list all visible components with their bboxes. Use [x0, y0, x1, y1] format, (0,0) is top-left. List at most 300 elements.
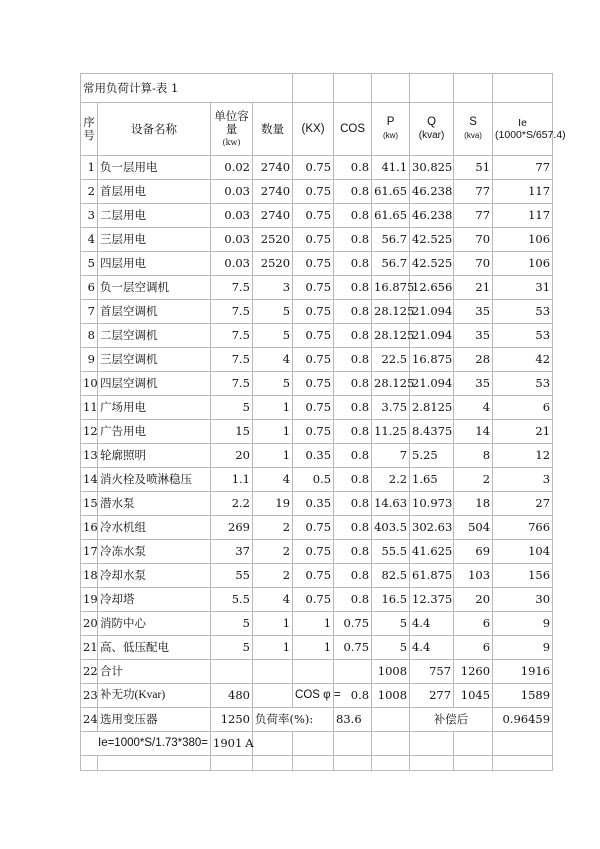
table-row — [81, 300, 553, 324]
row-ie: 53 — [493, 372, 553, 396]
header-row — [81, 103, 553, 156]
formula-number: 1901 — [213, 736, 243, 750]
row-kx: 0.75 — [293, 180, 334, 204]
row-kx: 0.35 — [293, 444, 334, 468]
row-unit-cap: 55 — [211, 564, 253, 588]
row-qty: 4 — [253, 468, 293, 492]
row-s: 2 — [454, 468, 493, 492]
formula-unit: A — [245, 736, 254, 750]
total-label: 合计 — [98, 660, 211, 684]
row-ie: 9 — [493, 636, 553, 660]
row-name: 首层用电 — [98, 180, 211, 204]
row-ie: 53 — [493, 300, 553, 324]
empty-cell — [253, 732, 293, 756]
row-cos: 0.8 — [334, 468, 372, 492]
row-p: 28.125 — [372, 300, 410, 324]
row-kx: 0.75 — [293, 396, 334, 420]
table-row — [81, 252, 553, 276]
header-kx: (KX) — [293, 103, 334, 156]
empty-cell — [493, 732, 553, 756]
row-p: 61.65 — [372, 180, 410, 204]
row-qty: 1 — [253, 396, 293, 420]
row-cos: 0.8 — [334, 252, 372, 276]
row-no: 20 — [81, 612, 98, 636]
table-row — [81, 228, 553, 252]
header-ie: Ie (1000*S/657.4) — [493, 103, 553, 156]
table-row — [81, 276, 553, 300]
row-s: 69 — [454, 540, 493, 564]
row-ie: 9 — [493, 612, 553, 636]
table-row — [81, 540, 553, 564]
row-kx: 0.75 — [293, 588, 334, 612]
row-cos: 0.8 — [334, 444, 372, 468]
row-name: 四层用电 — [98, 252, 211, 276]
row-unit-cap: 20 — [211, 444, 253, 468]
row-no: 19 — [81, 588, 98, 612]
row-name: 首层空调机 — [98, 300, 211, 324]
row-kx: 1 — [293, 612, 334, 636]
table-row — [81, 420, 553, 444]
row-s: 77 — [454, 180, 493, 204]
table-row — [81, 204, 553, 228]
empty-cell — [454, 732, 493, 756]
row-cos: 0.75 — [334, 636, 372, 660]
row-name: 冷却水泵 — [98, 564, 211, 588]
row-no: 2 — [81, 180, 98, 204]
header-p: P (kw) — [372, 103, 410, 156]
row-unit-cap: 0.03 — [211, 180, 253, 204]
row-s: 18 — [454, 492, 493, 516]
row-unit-cap: 7.5 — [211, 348, 253, 372]
row-name: 轮廓照明 — [98, 444, 211, 468]
row-no: 14 — [81, 468, 98, 492]
table-row — [81, 588, 553, 612]
row-name: 负一层空调机 — [98, 276, 211, 300]
comp-value: 480 — [211, 684, 253, 708]
comp-p: 1008 — [372, 684, 410, 708]
row-unit-cap: 5 — [211, 396, 253, 420]
row-kx: 0.35 — [293, 492, 334, 516]
row-ie: 106 — [493, 228, 553, 252]
row-cos: 0.8 — [334, 348, 372, 372]
comp-cos-label: COS φ = — [293, 684, 334, 708]
row-q: 4.4 — [410, 612, 454, 636]
row-cos: 0.8 — [334, 276, 372, 300]
header-q: Q (kvar) — [410, 103, 454, 156]
row-qty: 19 — [253, 492, 293, 516]
row-p: 41.1 — [372, 156, 410, 180]
row-name: 广场用电 — [98, 396, 211, 420]
row-s: 20 — [454, 588, 493, 612]
row-qty: 1 — [253, 420, 293, 444]
row-unit-cap: 0.02 — [211, 156, 253, 180]
total-p: 1008 — [372, 660, 410, 684]
after-label: 补偿后 — [410, 708, 493, 732]
row-cos: 0.8 — [334, 492, 372, 516]
row-ie: 12 — [493, 444, 553, 468]
row-ie: 21 — [493, 420, 553, 444]
row-q: 8.4375 — [410, 420, 454, 444]
transformer-row — [81, 708, 553, 732]
row-p: 82.5 — [372, 564, 410, 588]
row-unit-cap: 269 — [211, 516, 253, 540]
total-ie: 1916 — [493, 660, 553, 684]
table-row — [81, 468, 553, 492]
empty-cell — [410, 756, 454, 771]
row-name: 广告用电 — [98, 420, 211, 444]
row-p: 403.5 — [372, 516, 410, 540]
row-s: 35 — [454, 372, 493, 396]
comp-q: 277 — [410, 684, 454, 708]
trans-value: 1250 — [211, 708, 253, 732]
row-name: 消防中心 — [98, 612, 211, 636]
row-qty: 2740 — [253, 156, 293, 180]
row-cos: 0.8 — [334, 540, 372, 564]
total-row — [81, 660, 553, 684]
row-p: 5 — [372, 612, 410, 636]
row-name: 负一层用电 — [98, 156, 211, 180]
row-kx: 0.75 — [293, 204, 334, 228]
row-ie: 42 — [493, 348, 553, 372]
row-unit-cap: 1.1 — [211, 468, 253, 492]
row-q: 21.094 — [410, 300, 454, 324]
empty-cell — [372, 708, 410, 732]
row-kx: 0.75 — [293, 420, 334, 444]
row-unit-cap: 5.5 — [211, 588, 253, 612]
row-name: 冷水机组 — [98, 516, 211, 540]
row-q: 12.656 — [410, 276, 454, 300]
row-no: 11 — [81, 396, 98, 420]
row-ie: 30 — [493, 588, 553, 612]
row-q: 41.625 — [410, 540, 454, 564]
row-cos: 0.8 — [334, 420, 372, 444]
load-rate-value: 83.6 — [334, 708, 372, 732]
row-qty: 2 — [253, 516, 293, 540]
table-row — [81, 348, 553, 372]
row-ie: 27 — [493, 492, 553, 516]
row-qty: 2740 — [253, 180, 293, 204]
empty-cell — [372, 732, 410, 756]
row-name: 三层用电 — [98, 228, 211, 252]
row-p: 22.5 — [372, 348, 410, 372]
row-name: 二层用电 — [98, 204, 211, 228]
row-no: 7 — [81, 300, 98, 324]
row-kx: 0.75 — [293, 516, 334, 540]
row-kx: 0.75 — [293, 540, 334, 564]
row-q: 30.825 — [410, 156, 454, 180]
row-kx: 0.5 — [293, 468, 334, 492]
header-unit-cap: 单位容量 (kw) — [211, 103, 253, 156]
row-p: 2.2 — [372, 468, 410, 492]
row-no: 21 — [81, 636, 98, 660]
empty-cell — [372, 756, 410, 771]
total-s: 1260 — [454, 660, 493, 684]
empty-cell — [454, 756, 493, 771]
row-p: 56.7 — [372, 252, 410, 276]
header-unit-cap-unit: (kw) — [222, 137, 241, 147]
header-no: 序号 — [81, 103, 98, 156]
row-name: 四层空调机 — [98, 372, 211, 396]
empty-cell — [98, 756, 211, 771]
row-unit-cap: 7.5 — [211, 324, 253, 348]
row-no: 9 — [81, 348, 98, 372]
empty-cell — [293, 756, 334, 771]
empty-cell — [253, 756, 293, 771]
row-q: 61.875 — [410, 564, 454, 588]
row-no: 13 — [81, 444, 98, 468]
row-p: 5 — [372, 636, 410, 660]
row-s: 6 — [454, 612, 493, 636]
table-row — [81, 492, 553, 516]
table-row — [81, 636, 553, 660]
table-row — [81, 156, 553, 180]
row-cos: 0.8 — [334, 396, 372, 420]
row-p: 61.65 — [372, 204, 410, 228]
row-ie: 31 — [493, 276, 553, 300]
row-s: 8 — [454, 444, 493, 468]
row-name: 高、低压配电 — [98, 636, 211, 660]
total-q: 757 — [410, 660, 454, 684]
row-ie: 117 — [493, 204, 553, 228]
empty-row — [81, 756, 553, 771]
row-name: 冷冻水泵 — [98, 540, 211, 564]
row-kx: 0.75 — [293, 564, 334, 588]
row-s: 51 — [454, 156, 493, 180]
empty-cell — [81, 756, 98, 771]
row-cos: 0.8 — [334, 204, 372, 228]
row-s: 504 — [454, 516, 493, 540]
empty-cell — [211, 756, 253, 771]
row-p: 28.125 — [372, 324, 410, 348]
row-ie: 77 — [493, 156, 553, 180]
row-unit-cap: 37 — [211, 540, 253, 564]
row-q: 42.525 — [410, 252, 454, 276]
empty-cell — [493, 756, 553, 771]
empty-cell — [293, 660, 334, 684]
row-unit-cap: 0.03 — [211, 204, 253, 228]
row-q: 21.094 — [410, 324, 454, 348]
row-qty: 1 — [253, 636, 293, 660]
empty-cell — [293, 732, 334, 756]
row-kx: 0.75 — [293, 228, 334, 252]
empty-cell — [410, 732, 454, 756]
row-qty: 2520 — [253, 252, 293, 276]
row-no: 17 — [81, 540, 98, 564]
row-p: 3.75 — [372, 396, 410, 420]
row-q: 21.094 — [410, 372, 454, 396]
comp-s: 1045 — [454, 684, 493, 708]
row-unit-cap: 2.2 — [211, 492, 253, 516]
row-ie: 6 — [493, 396, 553, 420]
header-qty: 数量 — [253, 103, 293, 156]
row-no: 18 — [81, 564, 98, 588]
row-p: 56.7 — [372, 228, 410, 252]
row-unit-cap: 5 — [211, 612, 253, 636]
row-name: 三层空调机 — [98, 348, 211, 372]
empty-cell — [253, 684, 293, 708]
row-q: 46.238 — [410, 204, 454, 228]
row-qty: 3 — [253, 276, 293, 300]
compensation-row — [81, 684, 553, 708]
row-q: 2.8125 — [410, 396, 454, 420]
row-q: 12.375 — [410, 588, 454, 612]
row-kx: 0.75 — [293, 324, 334, 348]
table-title: 常用负荷计算-表 1 — [81, 74, 293, 103]
header-s: S (kva) — [454, 103, 493, 156]
row-q: 1.65 — [410, 468, 454, 492]
row-no: 5 — [81, 252, 98, 276]
row-qty: 5 — [253, 372, 293, 396]
row-q: 10.973 — [410, 492, 454, 516]
row-qty: 2 — [253, 564, 293, 588]
row-unit-cap: 5 — [211, 636, 253, 660]
row-s: 77 — [454, 204, 493, 228]
row-cos: 0.8 — [334, 180, 372, 204]
header-cos: COS — [334, 103, 372, 156]
row-unit-cap: 0.03 — [211, 252, 253, 276]
row-unit-cap: 7.5 — [211, 300, 253, 324]
row-no: 6 — [81, 276, 98, 300]
load-rate-label: 负荷率(%): — [253, 708, 334, 732]
empty-cell — [211, 660, 253, 684]
row-s: 70 — [454, 228, 493, 252]
row-ie: 106 — [493, 252, 553, 276]
row-q: 5.25 — [410, 444, 454, 468]
row-kx: 0.75 — [293, 372, 334, 396]
row-s: 103 — [454, 564, 493, 588]
row-cos: 0.8 — [334, 588, 372, 612]
row-cos: 0.8 — [334, 372, 372, 396]
row-p: 7 — [372, 444, 410, 468]
row-s: 28 — [454, 348, 493, 372]
table-row — [81, 180, 553, 204]
load-calculation-table — [80, 73, 566, 771]
empty-cell — [334, 756, 372, 771]
table-row — [81, 564, 553, 588]
trans-no: 24 — [81, 708, 98, 732]
row-kx: 0.75 — [293, 300, 334, 324]
row-p: 16.875 — [372, 276, 410, 300]
row-qty: 1 — [253, 612, 293, 636]
row-name: 冷却塔 — [98, 588, 211, 612]
after-value: 0.96459 — [493, 708, 553, 732]
row-no: 12 — [81, 420, 98, 444]
comp-label: 补无功(Kvar) — [98, 684, 211, 708]
comp-ie: 1589 — [493, 684, 553, 708]
row-no: 10 — [81, 372, 98, 396]
row-q: 4.4 — [410, 636, 454, 660]
row-cos: 0.8 — [334, 156, 372, 180]
row-p: 11.25 — [372, 420, 410, 444]
row-qty: 2 — [253, 540, 293, 564]
total-no: 22 — [81, 660, 98, 684]
row-q: 16.875 — [410, 348, 454, 372]
row-qty: 4 — [253, 588, 293, 612]
row-p: 28.125 — [372, 372, 410, 396]
formula-text: Ie=1000*S/1.73*380= — [81, 732, 211, 756]
header-name: 设备名称 — [98, 103, 211, 156]
row-qty: 4 — [253, 348, 293, 372]
row-ie: 53 — [493, 324, 553, 348]
row-s: 6 — [454, 636, 493, 660]
row-p: 55.5 — [372, 540, 410, 564]
row-cos: 0.8 — [334, 300, 372, 324]
row-ie: 3 — [493, 468, 553, 492]
title-row — [81, 74, 553, 103]
row-ie: 766 — [493, 516, 553, 540]
row-no: 16 — [81, 516, 98, 540]
row-unit-cap: 15 — [211, 420, 253, 444]
empty-cell — [334, 732, 372, 756]
empty-cell — [253, 660, 293, 684]
row-no: 1 — [81, 156, 98, 180]
row-q: 302.63 — [410, 516, 454, 540]
row-no: 4 — [81, 228, 98, 252]
row-ie: 104 — [493, 540, 553, 564]
row-kx: 1 — [293, 636, 334, 660]
row-no: 15 — [81, 492, 98, 516]
row-qty: 5 — [253, 300, 293, 324]
row-qty: 1 — [253, 444, 293, 468]
row-qty: 5 — [253, 324, 293, 348]
row-q: 42.525 — [410, 228, 454, 252]
row-kx: 0.75 — [293, 252, 334, 276]
row-kx: 0.75 — [293, 348, 334, 372]
row-unit-cap: 7.5 — [211, 372, 253, 396]
table-row — [81, 396, 553, 420]
row-s: 14 — [454, 420, 493, 444]
row-s: 21 — [454, 276, 493, 300]
comp-cos-value: 0.8 — [334, 684, 372, 708]
formula-row — [81, 732, 553, 756]
row-name: 潜水泵 — [98, 492, 211, 516]
row-name: 消火栓及喷淋稳压 — [98, 468, 211, 492]
row-s: 4 — [454, 396, 493, 420]
row-p: 16.5 — [372, 588, 410, 612]
table-row — [81, 324, 553, 348]
row-name: 二层空调机 — [98, 324, 211, 348]
row-q: 46.238 — [410, 180, 454, 204]
comp-no: 23 — [81, 684, 98, 708]
row-s: 35 — [454, 300, 493, 324]
row-cos: 0.8 — [334, 516, 372, 540]
row-qty: 2740 — [253, 204, 293, 228]
row-kx: 0.75 — [293, 276, 334, 300]
row-s: 35 — [454, 324, 493, 348]
table-row — [81, 444, 553, 468]
row-unit-cap: 0.03 — [211, 228, 253, 252]
row-kx: 0.75 — [293, 156, 334, 180]
row-s: 70 — [454, 252, 493, 276]
row-qty: 2520 — [253, 228, 293, 252]
row-unit-cap: 7.5 — [211, 276, 253, 300]
row-cos: 0.8 — [334, 228, 372, 252]
row-p: 14.63 — [372, 492, 410, 516]
empty-cell — [334, 660, 372, 684]
row-cos: 0.75 — [334, 612, 372, 636]
trans-label: 选用变压器 — [98, 708, 211, 732]
row-ie: 156 — [493, 564, 553, 588]
table-row — [81, 516, 553, 540]
row-no: 3 — [81, 204, 98, 228]
formula-value — [211, 732, 253, 756]
row-cos: 0.8 — [334, 564, 372, 588]
row-no: 8 — [81, 324, 98, 348]
row-ie: 117 — [493, 180, 553, 204]
table-row — [81, 612, 553, 636]
table-row — [81, 372, 553, 396]
row-cos: 0.8 — [334, 324, 372, 348]
